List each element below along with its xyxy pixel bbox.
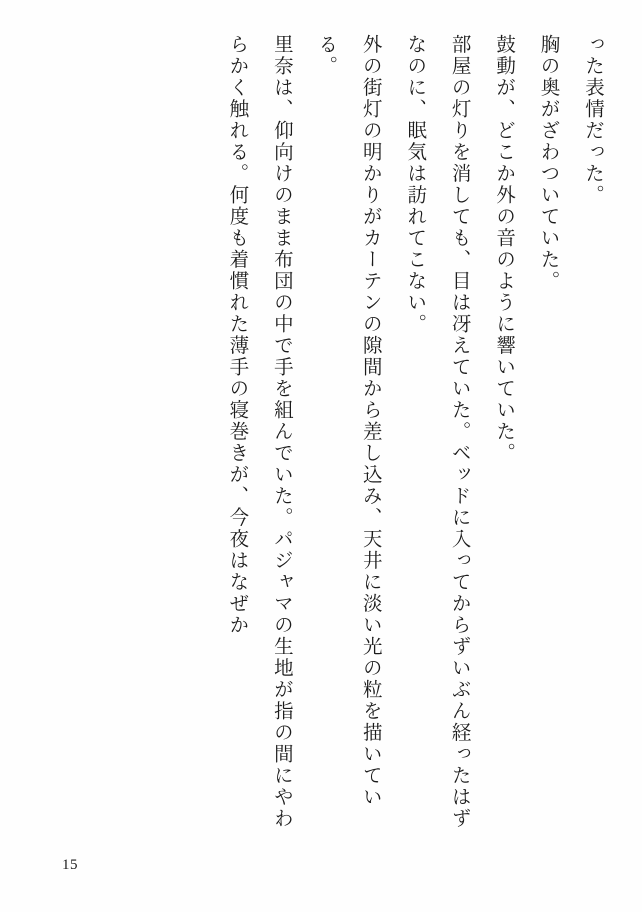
paragraph: 外の街灯の明かりがカーテンの隙間から差し込み、天井に淡い光の粒を描いている。 xyxy=(315,34,381,808)
paragraph: 鼓動が、どこか外の音のように響いていた。 xyxy=(493,34,515,464)
page-number: 15 xyxy=(62,857,78,873)
paragraph: 部屋の灯りを消しても、目は冴えていた。ベッドに入ってからずいぶん経ったはずなのに、眠気は訪れてこない。 xyxy=(404,34,470,830)
vertical-text-body xyxy=(54,34,614,846)
paragraph: った表情だった。 xyxy=(582,34,603,206)
paragraph: 里奈は、仰向けのまま布団の中で手を組んでいた。パジャマの生地が指の間にやわらかく触れる。何度も着慣れた薄手の寝巻きが、今夜はなぜか xyxy=(226,34,292,830)
paragraph: 胸の奥がざわついていた。 xyxy=(537,34,559,292)
